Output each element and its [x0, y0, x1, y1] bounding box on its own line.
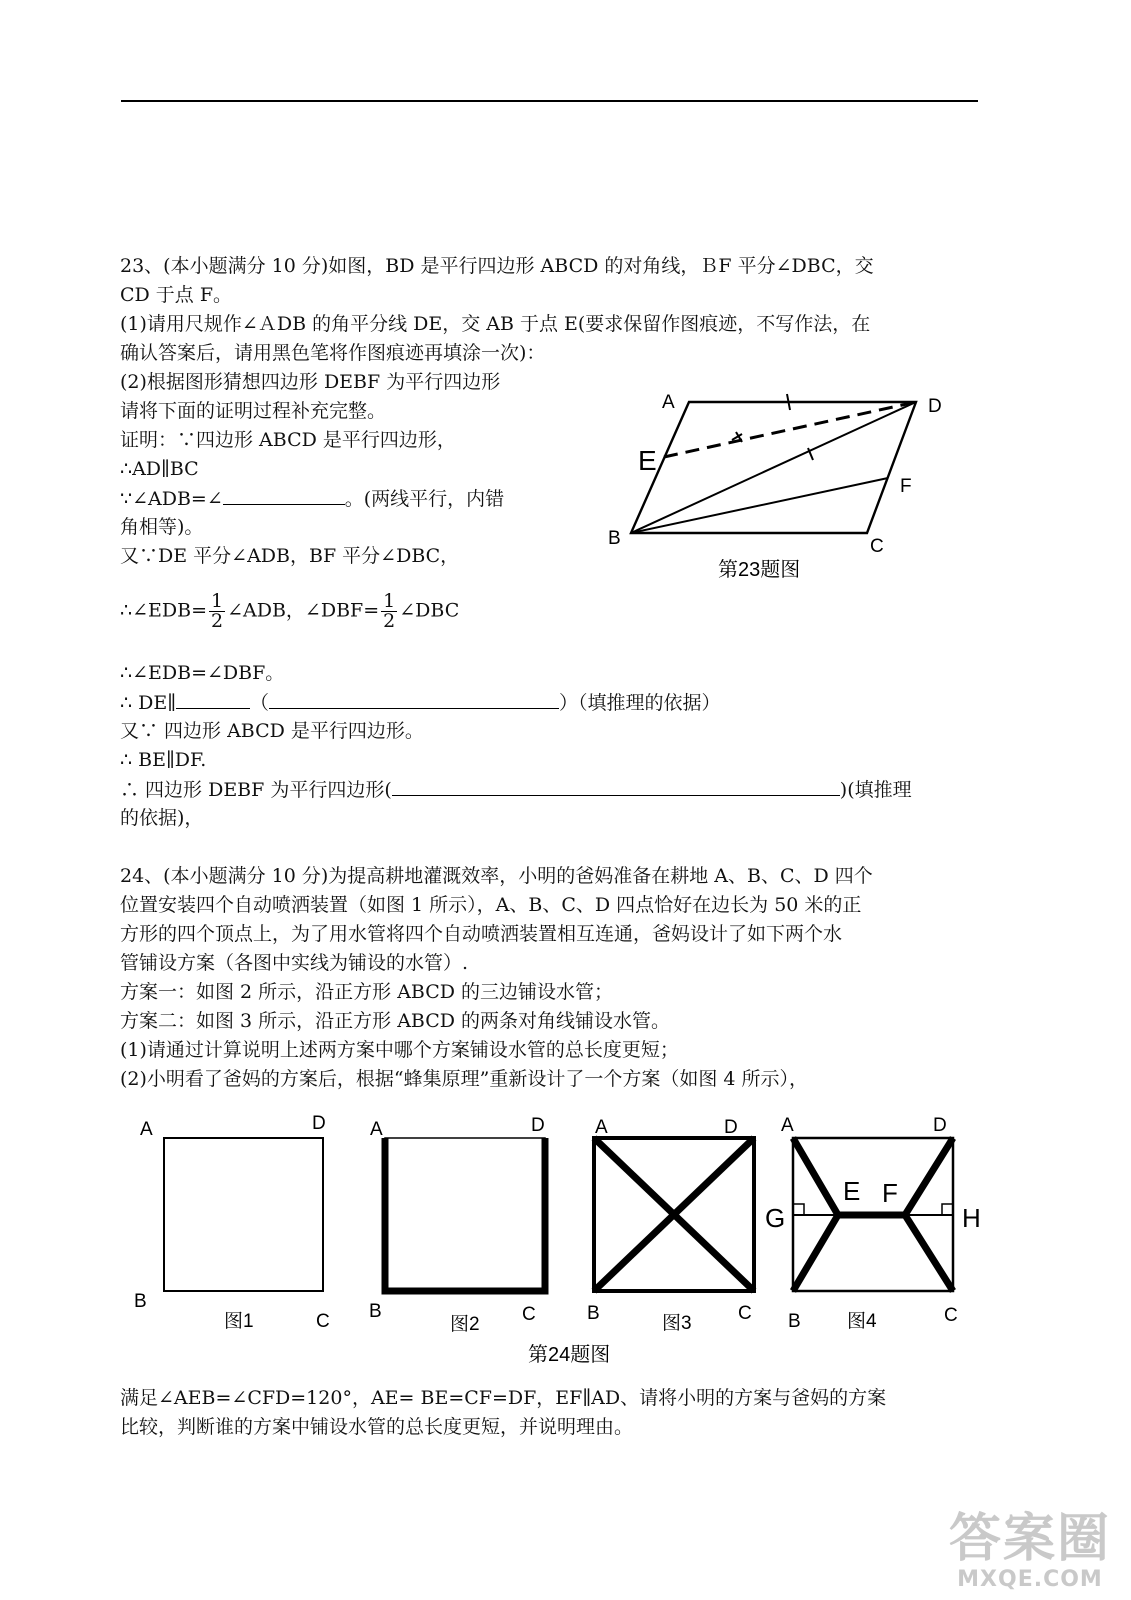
fraction-half: $\frac{1}{2}$ — [211, 590, 224, 632]
fig4-label-h: H — [962, 1203, 981, 1233]
fig2-label-d: D — [531, 1115, 545, 1136]
open-paren: （ — [250, 692, 270, 714]
q23-line-14-tail: ）（填推理的依据） — [559, 692, 721, 714]
fig4-caption: 图4 — [847, 1311, 877, 1332]
bisector-de-dashed — [664, 402, 916, 457]
fig1-caption: 图1 — [224, 1311, 254, 1332]
fig1-label-b: B — [134, 1291, 147, 1312]
label-e: E — [638, 445, 657, 476]
fig2-pipes — [385, 1138, 545, 1291]
q23-line-17-text: ∴ 四边形 DEBF 为平行四边形( — [120, 779, 392, 801]
bisector-bf — [631, 478, 888, 533]
fig4-label-e: E — [843, 1176, 861, 1206]
fig3-label-b: B — [587, 1303, 600, 1324]
fig1-label-a: A — [140, 1119, 153, 1140]
fig3-label-c: C — [738, 1303, 752, 1324]
figure-23-caption: 第23题图 — [718, 559, 801, 581]
fig4-label-c: C — [944, 1305, 958, 1326]
fig4-label-g: G — [765, 1203, 786, 1233]
answer-blank-angle[interactable] — [223, 486, 345, 505]
fraction-half: $\frac{1}{2}$ — [383, 590, 396, 632]
q24-line-3: 方形的四个顶点上，为了用水管将四个自动喷洒装置相互连通，爸妈设计了如下两个水 — [120, 923, 843, 945]
q23-line-2: CD 于点 F。 — [120, 284, 233, 306]
fig4-label-f: F — [882, 1178, 898, 1208]
label-d: D — [928, 396, 942, 417]
q23-line-17 — [120, 777, 912, 802]
q23-line-9-text: ∵∠ADB=∠ — [120, 488, 223, 510]
q24-line-7: (1)请通过计算说明上述两方案中哪个方案铺设水管的总长度更短； — [120, 1039, 679, 1061]
label-c: C — [870, 536, 884, 557]
q23-line-3: (1)请用尺规作∠ＡDB 的角平分线 DE，交 AB 于点 E(要求保留作图痕迹，不写作法，在 — [120, 313, 871, 335]
label-f: F — [900, 476, 912, 497]
fig2-label-c: C — [522, 1304, 536, 1325]
fig4-label-d: D — [933, 1115, 947, 1136]
q23-line-4: 确认答案后，请用黑色笔将作图痕迹再填涂一次)： — [120, 342, 546, 364]
q23-line-12-tail: ∠DBC — [399, 599, 460, 622]
q24-line-2: 位置安装四个自动喷洒装置（如图 1 所示），A、B、C、D 四点恰好在边长为 50 米的正 — [120, 894, 862, 916]
q23-line-16: ∴ BE∥DF. — [120, 749, 207, 771]
right-angle-mark-h — [942, 1204, 953, 1215]
q24-line-6: 方案二：如图 3 所示，沿正方形 ABCD 的两条对角线铺设水管。 — [120, 1010, 671, 1032]
q23-line-9-tail: 。(两线平行，内错 — [344, 488, 505, 510]
fig3-caption: 图3 — [662, 1313, 692, 1334]
q23-line-18: 的依据)， — [120, 807, 204, 829]
q23-line-7: 证明：∵四边形 ABCD 是平行四边形， — [120, 429, 456, 451]
answer-blank-parallel[interactable] — [176, 690, 250, 709]
q23-line-12 — [120, 592, 459, 631]
q23-line-14 — [120, 690, 721, 715]
q23-line-1: 23、(本小题满分 10 分)如图，BD 是平行四边形 ABCD 的对角线，ＢF 平分∠DBC，交 — [120, 255, 874, 277]
label-a: A — [662, 392, 675, 413]
fig1-label-d: D — [312, 1113, 326, 1134]
label-b: B — [608, 528, 621, 549]
fig2-label-b: B — [369, 1301, 382, 1322]
fig3-label-a: A — [595, 1117, 608, 1138]
q23-line-8: ∴AD∥BC — [120, 458, 199, 480]
q23-line-12-text: ∴∠EDB= — [120, 599, 207, 622]
fig1-label-c: C — [316, 1311, 330, 1332]
header-rule — [121, 100, 978, 102]
q24-line-1: 24、(本小题满分 10 分)为提高耕地灌溉效率，小明的爸妈准备在耕地 A、B、C、D 四个 — [120, 865, 873, 887]
q24-line-9: 满足∠AEB=∠CFD=120°，AE= BE=CF=DF，EF∥AD、请将小明的方案与爸妈的方案 — [120, 1387, 887, 1409]
q23-line-6: 请将下面的证明过程补充完整。 — [120, 400, 387, 422]
q24-line-4: 管铺设方案（各图中实线为铺设的水管）. — [120, 952, 469, 974]
q24-line-8: (2)小明看了爸妈的方案后，根据“蜂集原理”重新设计了一个方案（如图 4 所示）， — [120, 1068, 809, 1090]
q23-line-10: 角相等)。 — [120, 516, 204, 538]
fig2-square — [385, 1138, 545, 1291]
q23-line-9 — [120, 486, 504, 511]
figure-24-caption: 第24题图 — [528, 1344, 611, 1366]
q23-line-12-mid: ∠ADB，∠DBF= — [227, 599, 380, 622]
fig1-square — [164, 1138, 323, 1291]
fig4-label-a: A — [781, 1115, 794, 1136]
q23-line-11: 又∵DE 平分∠ADB，BF 平分∠DBC， — [120, 545, 460, 567]
q24-line-10: 比较，判断谁的方案中铺设水管的总长度更短，并说明理由。 — [120, 1416, 634, 1438]
answer-blank-reason-2[interactable] — [392, 777, 840, 796]
fig2-caption: 图2 — [450, 1314, 480, 1335]
figure-23 — [600, 380, 960, 590]
watermark-logo: 答案圈 MXQE.COM — [948, 1509, 1111, 1592]
fig2-label-a: A — [370, 1119, 383, 1140]
fig4-label-b: B — [788, 1311, 801, 1332]
q23-line-14-text: ∴ DE∥ — [120, 692, 177, 714]
q23-line-15: 又∵ 四边形 ABCD 是平行四边形。 — [120, 720, 424, 742]
q23-line-5: (2)根据图形猜想四边形 DEBF 为平行四边形 — [120, 371, 501, 393]
right-angle-mark-g — [793, 1204, 804, 1215]
answer-blank-reason-1[interactable] — [269, 690, 559, 709]
figure-24 — [120, 1105, 1000, 1375]
q23-line-17-tail: )(填推理 — [839, 779, 912, 801]
q24-line-5: 方案一：如图 2 所示，沿正方形 ABCD 的三边铺设水管； — [120, 981, 614, 1003]
q23-line-13: ∴∠EDB=∠DBF。 — [120, 662, 285, 684]
fig3-label-d: D — [724, 1117, 738, 1138]
